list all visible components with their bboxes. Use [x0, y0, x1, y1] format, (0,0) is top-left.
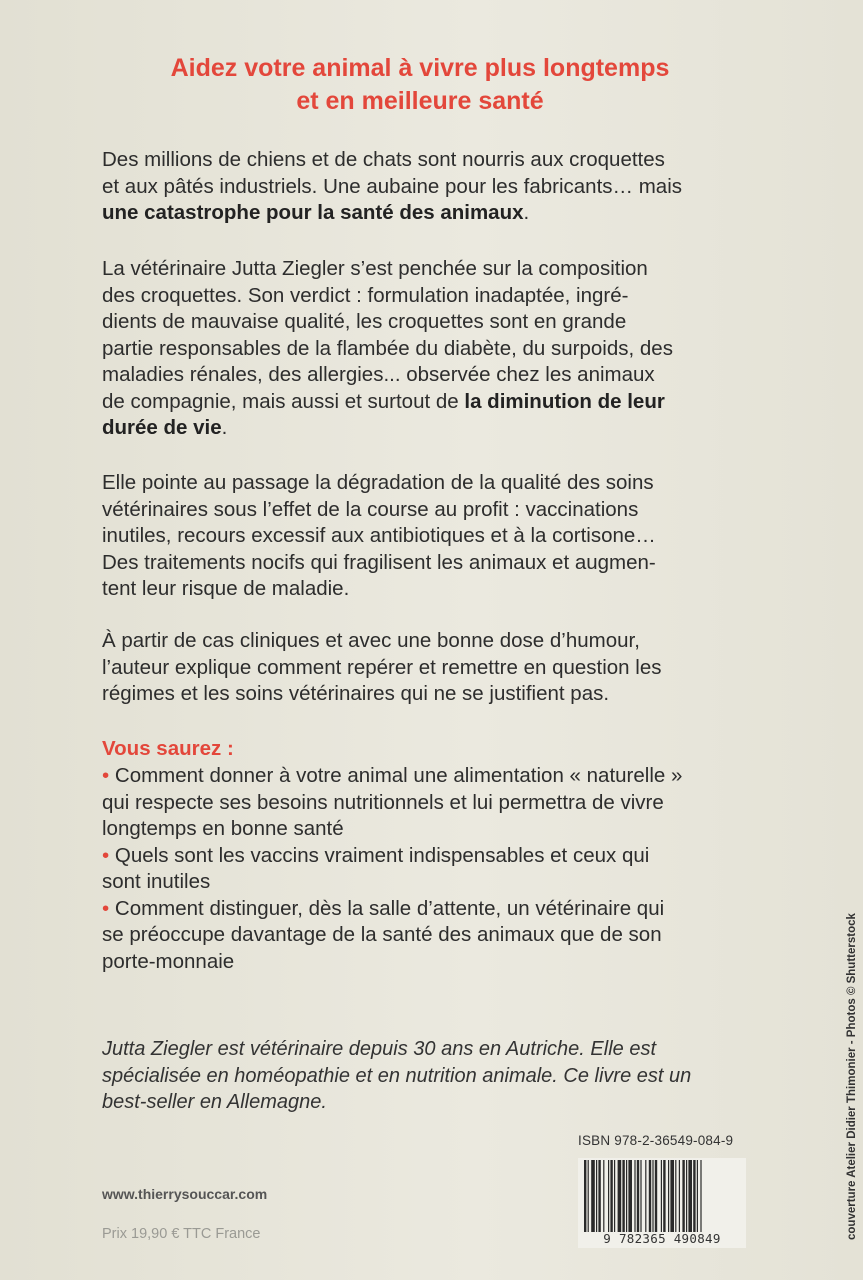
paragraph-line: La vétérinaire Jutta Ziegler s’est penchée sur la composition	[102, 257, 648, 280]
barcode-bar	[640, 1160, 641, 1232]
paragraph-line: dients de mauvaise qualité, les croquettes sont en grande	[102, 310, 627, 333]
emphasis-text: une catastrophe pour la santé des animaux	[102, 201, 524, 224]
paragraph-line: maladies rénales, des allergies... observée chez les animaux	[102, 363, 655, 386]
barcode-bar	[598, 1160, 600, 1232]
barcode-bar	[622, 1160, 624, 1232]
emphasis-text: durée de vie	[102, 416, 222, 439]
paragraph-line	[102, 200, 742, 227]
barcode-bar	[655, 1160, 657, 1232]
paragraph-line: À partir de cas cliniques et avec une bonne dose d’humour,	[102, 629, 640, 652]
paragraph-text: .	[523, 201, 530, 224]
paragraph-line: Des millions de chiens et de chats sont nourris aux croquettes	[102, 148, 665, 171]
bio-line: spécialisée en homéopathie et en nutrition animale. Ce livre est un	[102, 1064, 692, 1087]
barcode-bar	[614, 1160, 615, 1232]
barcode-digits: 9 782365 490849	[603, 1231, 721, 1246]
paragraph-line: régimes et les soins vétérinaires qui ne se justifient pas.	[102, 682, 610, 705]
list-item-line: sont inutiles	[102, 870, 211, 893]
list-item-text: Comment distinguer, dès la salle d’attente, un vétérinaire qui	[114, 896, 665, 920]
barcode-bar	[649, 1160, 651, 1232]
barcode-bar	[661, 1160, 662, 1232]
headline	[100, 52, 740, 118]
barcode-bar	[675, 1160, 676, 1232]
paragraph-line: partie responsables de la flambée du diabète, du surpoids, des	[102, 336, 673, 360]
barcode-bar	[634, 1160, 635, 1232]
barcode-bar	[626, 1160, 627, 1232]
list-item	[102, 763, 742, 843]
isbn-label: ISBN 978-2-36549-084-9	[578, 1133, 734, 1148]
barcode-bar	[628, 1160, 632, 1232]
barcode-bar	[596, 1160, 597, 1232]
paragraph-line: Elle pointe au passage la dégradation de la qualité des soins	[102, 471, 654, 494]
paragraph-line: tent leur risque de maladie.	[102, 577, 350, 600]
barcode-bar	[584, 1160, 586, 1232]
bullet-icon: •	[102, 843, 110, 867]
list-item-line: se préoccupe davantage de la santé des animaux que de son	[102, 923, 662, 946]
paragraph-text: .	[221, 416, 228, 439]
list-item-line: porte-monnaie	[102, 949, 235, 973]
barcode-bar	[700, 1160, 701, 1232]
paragraph-line: inutiles, recours excessif aux antibiotiques et à la cortisone…	[102, 524, 656, 547]
barcode-bar	[688, 1160, 692, 1232]
paragraph-line: l’auteur explique comment repérer et remettre en question les	[102, 655, 662, 679]
barcode-bar	[693, 1160, 695, 1232]
price-label: Prix 19,90 € TTC France	[102, 1226, 261, 1242]
list-item-line	[102, 763, 742, 790]
paragraph-line: vétérinaires sous l’effet de la course au profit : vaccinations	[102, 497, 639, 521]
author-bio	[102, 1036, 742, 1116]
barcode-bar	[637, 1160, 639, 1232]
barcode-bar	[588, 1160, 589, 1232]
barcode-bar	[591, 1160, 595, 1232]
barcode-bar	[670, 1160, 674, 1232]
list-item	[102, 843, 742, 896]
bullet-icon: •	[102, 896, 110, 920]
barcode-bar	[679, 1160, 680, 1232]
paragraph-2	[102, 256, 742, 442]
bio-line: best-seller en Allemagne.	[102, 1091, 327, 1113]
barcode-bar	[697, 1160, 698, 1232]
barcode-bar	[618, 1160, 622, 1232]
cover-credit: couverture Atelier Didier Thimonier - Photos © Shutterstock	[846, 913, 858, 1240]
list-item	[102, 896, 742, 976]
list-item-line	[102, 896, 742, 923]
barcode-bar	[668, 1160, 669, 1232]
headline-line-1: Aidez votre animal à vivre plus longtemps	[170, 54, 670, 82]
list-heading: Vous saurez :	[102, 737, 234, 760]
barcode-bar	[608, 1160, 609, 1232]
list-item-line	[102, 843, 742, 870]
paragraph-line	[102, 415, 742, 442]
publisher-website: www.thierrysouccar.com	[102, 1186, 268, 1202]
barcode-bar	[603, 1160, 604, 1232]
barcode	[578, 1158, 746, 1248]
paragraph-text: de compagnie, mais aussi et surtout de	[102, 389, 465, 413]
barcode-bar	[686, 1160, 687, 1232]
paragraph-4	[102, 628, 742, 708]
emphasis-text: la diminution de leur	[464, 389, 665, 413]
barcode-bar	[663, 1160, 665, 1232]
paragraph-line: Des traitements nocifs qui fragilisent les animaux et augmen-	[102, 550, 656, 574]
paragraph-line: des croquettes. Son verdict : formulation inadaptée, ingré-	[102, 283, 629, 307]
list-item-line: qui respecte ses besoins nutritionnels et lui permettra de vivre	[102, 790, 664, 814]
list-item-line: longtemps en bonne santé	[102, 817, 344, 840]
paragraph-line: et aux pâtés industriels. Une aubaine pour les fabricants… mais	[102, 174, 683, 198]
paragraph-1	[102, 147, 742, 227]
barcode-bar	[652, 1160, 653, 1232]
bio-line: Jutta Ziegler est vétérinaire depuis 30 ans en Autriche. Elle est	[102, 1038, 657, 1060]
list-item-text: Quels sont les vaccins vraiment indispensables et ceux qui	[114, 843, 650, 867]
barcode-bar	[610, 1160, 612, 1232]
bullet-list	[102, 763, 742, 975]
headline-line-2: et en meilleure santé	[296, 87, 544, 115]
paragraph-3	[102, 470, 742, 603]
barcode-bar	[682, 1160, 684, 1232]
bullet-icon: •	[102, 764, 110, 787]
list-item-text: Comment donner à votre animal une alimentation « naturelle »	[114, 764, 683, 787]
paragraph-line	[102, 389, 742, 416]
barcode-bar	[645, 1160, 646, 1232]
barcode-bars	[584, 1160, 744, 1232]
